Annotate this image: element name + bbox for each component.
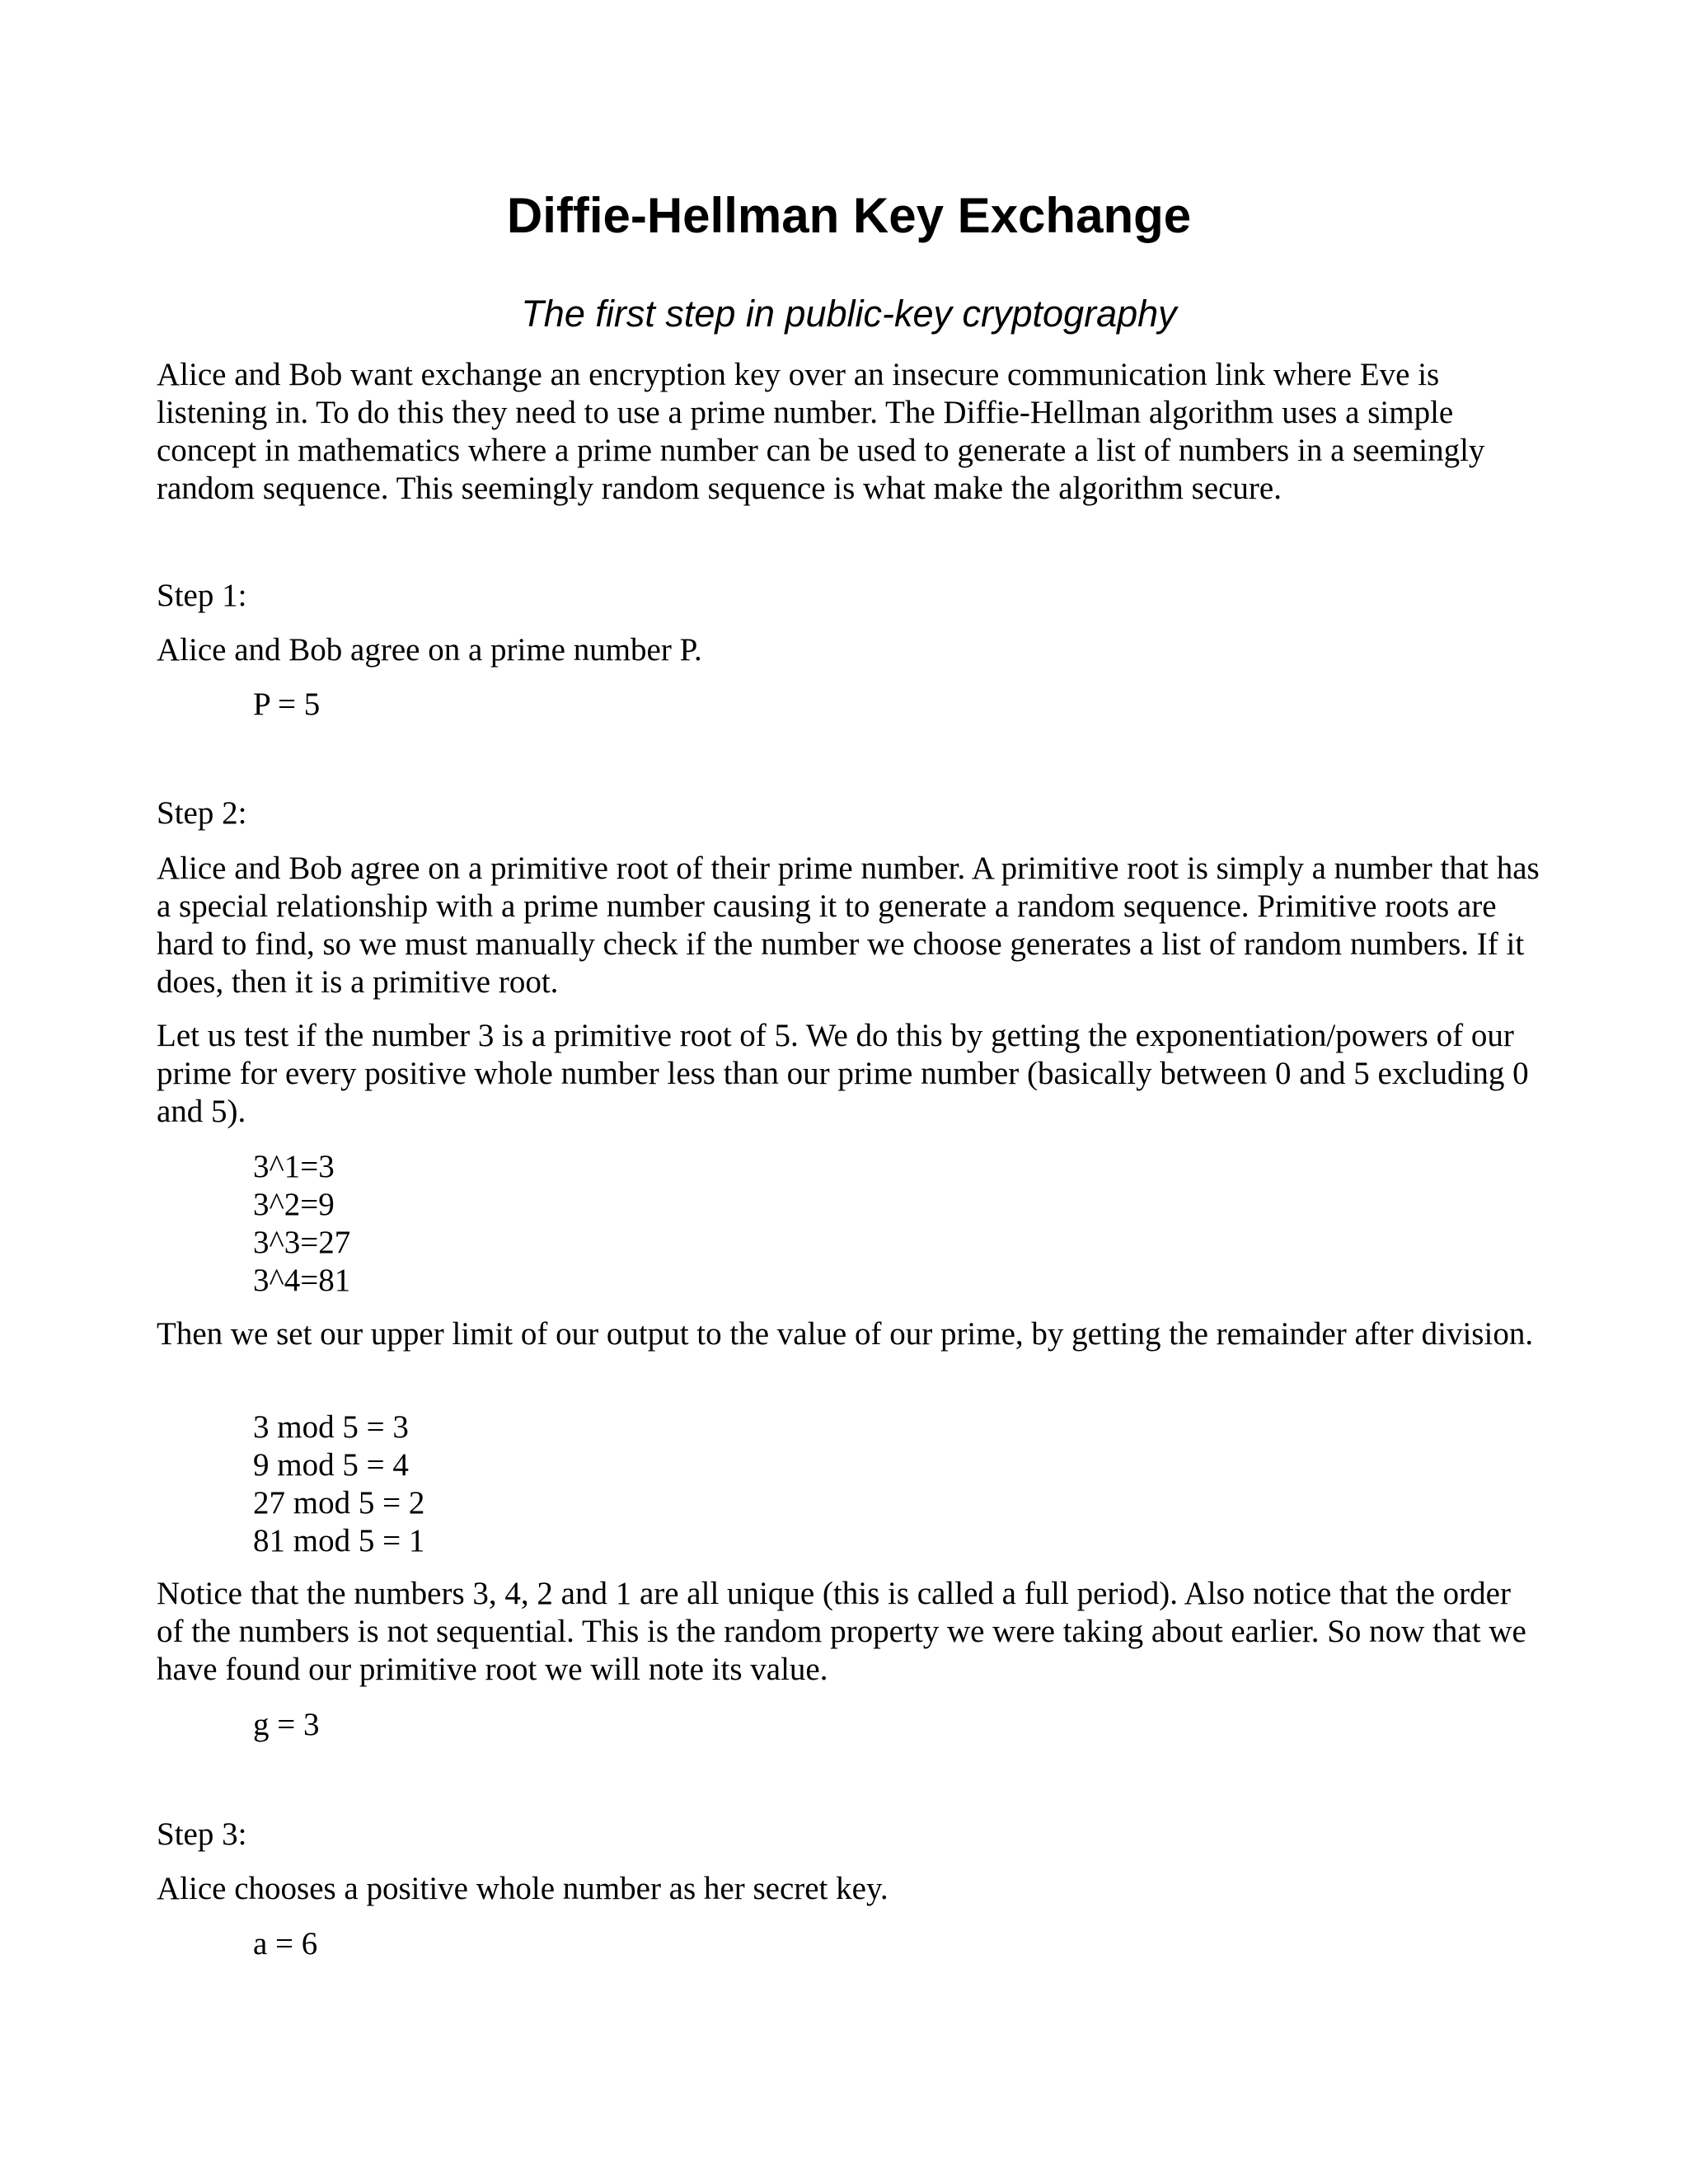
mod-line: 81 mod 5 = 1 [253, 1523, 425, 1558]
step1-heading: Step 1: [157, 578, 247, 613]
document-subtitle: The first step in public-key cryptography [521, 293, 1177, 335]
intro-paragraph: Alice and Bob want exchange an encryption key over an insecure communication link where Eve is listening in. To do this they need to use a prime number. The Diffie-Hellman algorithm uses a simple concept in mathematics where a prime number can be used to generate a list of numbers in a seemingly random sequence. This seemingly random sequence is what make the algorithm secure. [157, 357, 1485, 506]
mod-line: 3 mod 5 = 3 [253, 1409, 409, 1445]
step1-text: Alice and Bob agree on a prime number P. [157, 632, 702, 668]
step2-paragraph-4: Notice that the numbers 3, 4, 2 and 1 are all unique (this is called a full period). Also notice that the order of the numbers is not sequential. This is the random property we were taking about earlier. So now that we have found our primitive root we will note its value. [157, 1576, 1526, 1687]
powers-list [253, 1148, 1407, 1300]
document-title: Diffie-Hellman Key Exchange [506, 188, 1192, 243]
power-line: 3^4=81 [253, 1263, 351, 1298]
step1-prime-value: P = 5 [253, 687, 321, 722]
power-line: 3^1=3 [253, 1149, 335, 1184]
step2-paragraph-3: Then we set our upper limit of our output to the value of our prime, by getting the remainder after division. [157, 1316, 1534, 1352]
power-line: 3^2=9 [253, 1187, 335, 1222]
step2-paragraph-2: Let us test if the number 3 is a primitive root of 5. We do this by getting the exponentiation/powers of our prime for every positive whole number less than our prime number (basically between 0 and 5 excluding 0 and 5). [157, 1018, 1529, 1129]
step2-paragraph-1: Alice and Bob agree on a primitive root of their prime number. A primitive root is simply a number that has a special relationship with a prime number causing it to generate a random sequence. Primitive roots are hard to find, so we must manually check if the number we choose generates a list of random numbers. If it does, then it is a primitive root. [157, 851, 1540, 1000]
step3-heading: Step 3: [157, 1816, 247, 1852]
mods-list [253, 1408, 1407, 1560]
step2-heading: Step 2: [157, 795, 247, 831]
mod-line: 9 mod 5 = 4 [253, 1447, 409, 1483]
power-line: 3^3=27 [253, 1225, 351, 1260]
step2-root-value: g = 3 [253, 1707, 320, 1742]
mod-line: 27 mod 5 = 2 [253, 1485, 425, 1521]
step3-text: Alice chooses a positive whole number as her secret key. [157, 1871, 889, 1906]
step3-secret-value: a = 6 [253, 1926, 318, 1961]
